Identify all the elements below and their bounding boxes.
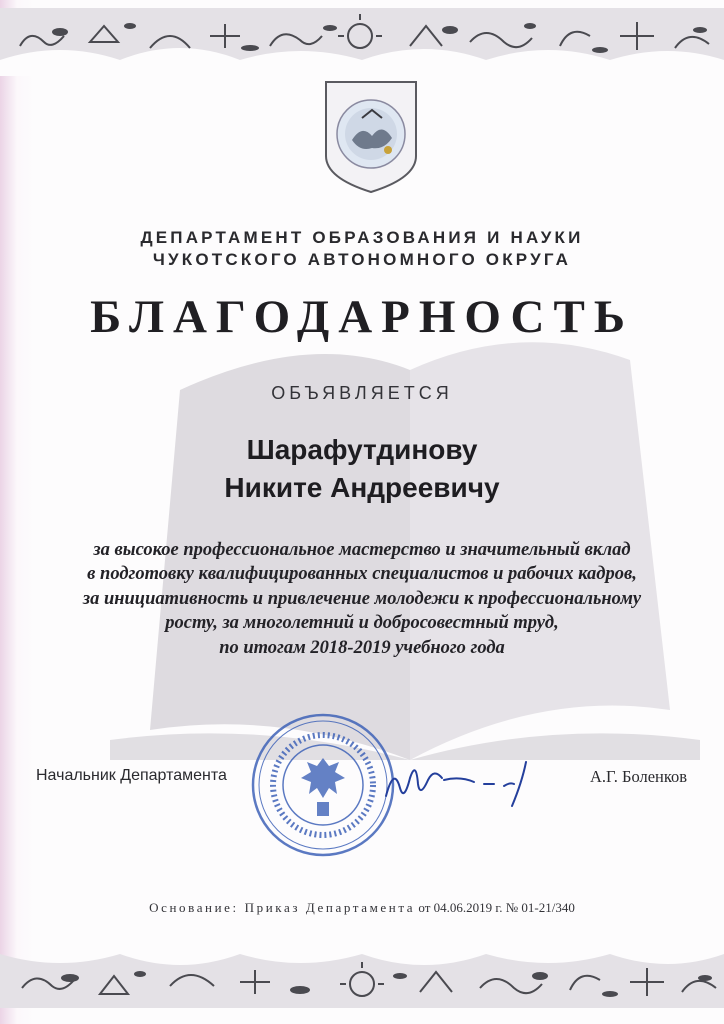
reason-line: по итогам 2018-2019 учебного года [219, 638, 505, 658]
handwritten-signature [380, 752, 550, 812]
announced-label: ОБЪЯВЛЯЕТСЯ [271, 383, 453, 403]
department-line-1: ДЕПАРТАМЕНТ ОБРАЗОВАНИЯ И НАУКИ [140, 228, 584, 247]
top-ornament-band [0, 6, 724, 76]
reason-line: за инициативность и привлечение молодежи к профессиональному [82, 589, 642, 609]
official-seal-stamp [248, 710, 398, 860]
signer-role: Начальник Департамента [36, 767, 227, 784]
reason-line: за высокое профессиональное мастерство и значительный вклад [93, 540, 631, 560]
bottom-ornament-band [0, 938, 724, 1008]
chukotka-coat-of-arms-icon [322, 78, 420, 196]
award-title: БЛАГОДАРНОСТЬ [90, 291, 634, 343]
basis-label: Основание: Приказ Департамента [149, 900, 416, 915]
scan-edge-shadow [0, 0, 34, 1024]
reason-line: в подготовку квалифицированных специалистов и рабочих кадров, [87, 564, 637, 584]
basis-line [0, 900, 724, 916]
department-line-2: ЧУКОТСКОГО АВТОНОМНОГО ОКРУГА [152, 250, 572, 269]
recipient-surname: Шарафутдинову [246, 434, 478, 465]
signer-name: А.Г. Боленков [590, 767, 688, 786]
recipient-given-names: Никите Андреевичу [224, 472, 500, 503]
basis-order: от 04.06.2019 г. № 01-21/340 [418, 900, 575, 915]
reason-line: росту, за многолетний и добросовестный труд, [165, 613, 559, 633]
